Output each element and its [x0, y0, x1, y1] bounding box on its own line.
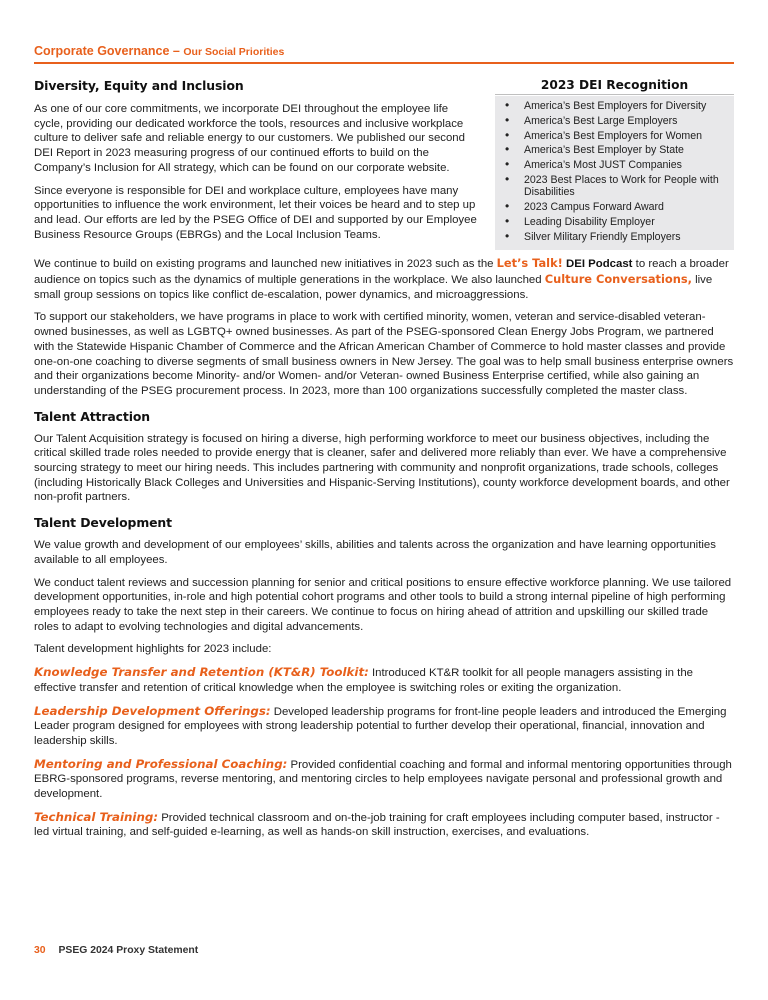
bullet-icon: • [505, 171, 510, 186]
dei-podcast-label: DEI Podcast [562, 258, 633, 271]
highlight-mentoring: Mentoring and Professional Coaching: Provided confidential coaching and formal and informal mentoring opportunities through EBRG-sponsored programs, reverse mentoring, and mentoring circles to help employees navigate personal and professional growth and development. [34, 756, 732, 801]
main-content [34, 78, 734, 848]
recognition-title: 2023 DEI Recognition [495, 78, 734, 95]
recognition-item: • 2023 Campus Forward Award [505, 199, 664, 214]
recognition-list [501, 100, 728, 243]
dei-heading: Diversity, Equity and Inclusion [34, 78, 244, 93]
recognition-item: • America’s Best Large Employers [505, 112, 678, 127]
bullet-icon: • [505, 228, 510, 243]
document-title: PSEG 2024 Proxy Statement [58, 945, 199, 956]
dei-paragraph-4: To support our stakeholders, we have programs in place to work with certified minority, women, veteran and service-disabled veteran-owned businesses, as well as LGBTQ+ owned businesses. As part of the PSEG-sponsored Clean Energy Jobs Program, we partnered with the Statewide Hispanic Chamber of Commerce and the African American Chamber of Commerce to hold master classes and provide one-on-one coaching to diverse segments of small business owners in New Jersey. The goal was to help small business enterprise owners and their organizations become Minority- and/or Women- and/or Veteran- owned Business Enterprise certified, while also gaining an understanding of the PSEG procurement process. In 2023, more than 100 organizations successfully completed the master class. [34, 311, 734, 397]
talent-development-paragraph-1: We value growth and development of our employees’ skills, abilities and talents across the organization and have learning opportunities available to all employees. [34, 539, 716, 566]
page-footer [34, 945, 198, 956]
highlight-leadership: Leadership Development Offerings: Developed leadership programs for front-line people leaders and introduced the Emerging Leader program designed for employees with strong leadership potential to further develop their operational, financial, innovation and leadership skills. [34, 703, 727, 747]
recognition-item: • America’s Most JUST Companies [505, 157, 682, 172]
highlight-ktr: Knowledge Transfer and Retention (KT&R) Toolkit: Introduced KT&R toolkit for all people managers assisting in the effective transfer and retention of critical knowledge when the employee is switching roles or exiting the organization. [34, 665, 693, 694]
bullet-icon: • [505, 142, 510, 157]
recognition-item: • America’s Best Employers for Diversity [505, 98, 707, 112]
highlight-technical: Technical Training: Provided technical classroom and on-the-job training for craft employees including computer based, instructor - led virtual training, and self-guided e-learning, as well as hands-on skill instruction, exercises, and evaluations. [34, 809, 720, 839]
recognition-item: • Leading Disability Employer [505, 213, 655, 228]
page-number: 30 [34, 945, 46, 956]
talent-development-heading: Talent Development [34, 515, 172, 531]
talent-attraction-heading: Talent Attraction [34, 408, 150, 424]
bullet-icon: • [505, 112, 510, 127]
highlight-label: Knowledge Transfer and Retention (KT&R) Toolkit: [34, 665, 369, 680]
highlight-label: Mentoring and Professional Coaching: [34, 756, 288, 771]
dei-paragraph-1: As one of our core commitments, we incorporate DEI throughout the employee life cycle, providing our dedicated workforce the tools, resources and inclusive workplace culture to deliver safe and reliable energy to our customers. We published our second DEI Report in 2023 measuring progress of our continued efforts to build on the Company’s Inclusion for All strategy, which can be found on our corporate website. [34, 103, 465, 174]
dei-intro-column [34, 78, 478, 250]
highlight-label: Leadership Development Offerings: [34, 703, 271, 718]
dei-recognition-panel [495, 78, 734, 250]
bullet-icon: • [505, 127, 510, 142]
bullet-icon: • [505, 98, 510, 112]
recognition-item: • America’s Best Employers for Women [505, 127, 702, 142]
recognition-item: • America’s Best Employer by State [505, 142, 684, 157]
bullet-icon: • [505, 199, 510, 214]
recognition-item: • 2023 Best Places to Work for People with Disabilities [505, 171, 719, 199]
section-title [34, 44, 734, 58]
wide-body [34, 256, 734, 840]
dei-top-row [34, 78, 734, 250]
section-title-main: Corporate Governance – [34, 44, 180, 58]
lets-talk-link[interactable]: Let’s Talk! [496, 256, 563, 271]
dei-paragraph-2: Since everyone is responsible for DEI and workplace culture, employees have many opportunities to influence the work environment, let their voices be heard and to step up and lead. Our efforts are led by the PSEG Office of DEI and supported by our Employee Business Resource Groups (EBRGs) and the Local Inclusion Teams. [34, 184, 477, 241]
header-divider [34, 62, 734, 64]
talent-development-paragraph-3: Talent development highlights for 2023 include: [34, 643, 272, 656]
bullet-icon: • [505, 213, 510, 228]
recognition-item: • Silver Military Friendly Employers [505, 228, 681, 243]
dei-paragraph-3: We continue to build on existing programs and launched new initiatives in 2023 such as the Let’s Talk! DEI Podcast to reach a broader audience on topics such as the dynamics of multiple generations in the workplace. We also launched Culture Conversations, live small group sessions on topics like conflict de-escalation, power dynamics, and microaggressions. [34, 256, 729, 301]
talent-development-paragraph-2: We conduct talent reviews and succession planning for senior and critical positions to ensure effective workforce planning. We use tailored development opportunities, in-role and high potential cohort programs and other tools to build a strong internal pipeline of high performing employees ready to take the next step in their careers. We continue to focus on hiring ahead of attrition and upskilling our skilled trade roles to adapt to evolving technologies and digital advancements. [34, 576, 732, 633]
section-title-sub: Our Social Priorities [183, 46, 285, 58]
culture-conversations-link[interactable]: Culture Conversations, [544, 272, 692, 287]
recognition-box [495, 96, 734, 250]
talent-attraction-paragraph: Our Talent Acquisition strategy is focused on hiring a diverse, high performing workforce to meet our business objectives, including the critical skilled trade roles needed to provide energy that is cleaner, safer and delivered more reliably than ever. We have a comprehensive sourcing strategy to meet our hiring needs. This includes partnering with community and nonprofit organizations, trade schools, colleges (including Historically Black Colleges and Universities and Hispanic-Serving Institutions), county workforce development boards, and other non-profit partners. [34, 432, 730, 504]
bullet-icon: • [505, 157, 510, 172]
page-header [34, 44, 734, 64]
highlight-label: Technical Training: [34, 809, 159, 824]
